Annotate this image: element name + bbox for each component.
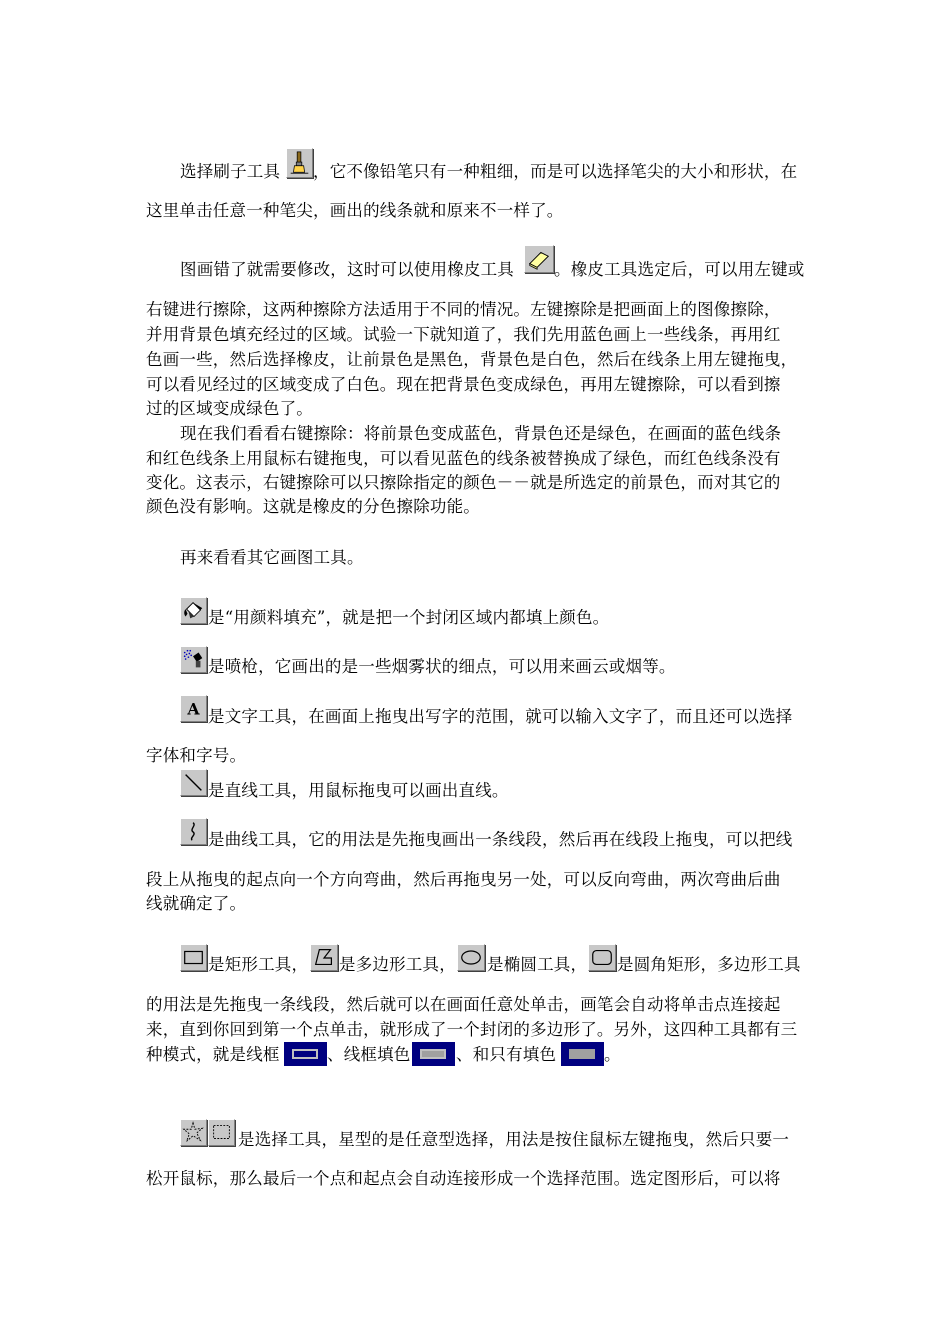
shapes-text-3: 来，直到你回到第一个点单击，就形成了一个封闭的多边形了。另外，这四种工具都有三 [146,1020,798,1039]
text-tool-icon [180,695,207,722]
fill-text: 是“用颜料填充”，就是把一个封闭区域内都填上颜色。 [208,608,610,627]
outline-mode-swatch [284,1042,327,1066]
text-tool-glyph: A [187,699,200,719]
eraser-text-4: 色画一些，然后选择橡皮，让前景色是黑色，背景色是白色，然后在线条上用左键拖曳， [146,350,798,369]
curve-tool-text-3: 线就确定了。 [146,894,247,913]
shapes-text-4d: 。 [604,1045,621,1064]
eraser-text-2: 右键进行擦除，这两种擦除方法适用于不同的情况。左键擦除是把画面上的图像擦除， [146,300,781,319]
fill-only-mode-swatch [561,1042,604,1066]
eraser-tool-icon [524,245,554,273]
text-tool-text-1: 是文字工具，在画面上拖曳出写字的范围，就可以输入文字了，而且还可以选择 [208,707,793,726]
right-erase-text-1: 现在我们看看右键擦除：将前景色变成蓝色，背景色还是绿色，在画面的蓝色线条 [180,424,782,443]
outline-fill-mode-swatch [412,1042,455,1066]
brush-text-1b: ，它不像铅笔只有一种粗细，而是可以选择笔尖的大小和形状，在 [313,162,798,181]
text-tool-text-2: 字体和字号。 [146,746,247,765]
ellipse-tool-icon [457,944,485,971]
eraser-text-5: 可以看见经过的区域变成了白色。现在把背景色变成绿色，再用左键擦除，可以看到擦 [146,375,781,394]
brush-tool-icon [286,148,313,178]
brush-text-1a: 选择刷子工具 [180,162,281,181]
rect-select-icon [208,1119,235,1146]
eraser-text-1a: 图画错了就需要修改，这时可以使用橡皮工具 [180,260,514,279]
curve-tool-text-1: 是曲线工具，它的用法是先拖曳画出一条线段，然后再在线段上拖曳，可以把线 [208,830,793,849]
rounded-text: 是圆角矩形，多边形工具 [617,955,801,974]
shapes-text-2: 的用法是先拖曳一条线段，然后就可以在画面任意处单击，画笔会自动将单击点连接起 [146,995,781,1014]
brush-text-2: 这里单击任意一种笔尖，画出的线条就和原来不一样了。 [146,201,564,220]
shapes-text-4c: 、和只有填色 [456,1045,557,1064]
line-tool-icon [180,769,207,796]
curve-tool-icon [180,818,207,845]
ellipse-text: 是椭圆工具， [487,955,588,974]
right-erase-text-2: 和红色线条上用鼠标右键拖曳，可以看见蓝色的线条被替换成了绿色，而红色线条没有 [146,449,781,468]
fill-bucket-icon [180,597,207,624]
curve-tool-text-2: 段上从拖曳的起点向一个方向弯曲，然后再拖曳另一处，可以反向弯曲，两次弯曲后曲 [146,870,781,889]
shapes-text-4a: 种模式，就是线框 [146,1045,280,1064]
eraser-text-1b: 。橡皮工具选定后，可以用左键或 [554,260,805,279]
other-tools-text: 再来看看其它画图工具。 [180,548,364,567]
polygon-tool-icon [310,944,338,971]
eraser-text-3: 并用背景色填充经过的区域。试验一下就知道了，我们先用蓝色画上一些线条，再用红 [146,325,781,344]
right-erase-text-3: 变化。这表示，右键擦除可以只擦除指定的颜色－－就是所选定的前景色，而对其它的 [146,473,781,492]
polygon-text: 是多边形工具， [339,955,456,974]
select-text-1: 是选择工具，星型的是任意型选择，用法是按住鼠标左键拖曳，然后只要一 [238,1130,790,1149]
rectangle-tool-icon [180,944,207,971]
rect-text: 是矩形工具， [208,955,309,974]
free-select-icon [180,1119,207,1146]
shapes-text-4b: 、线框填色 [327,1045,411,1064]
airbrush-text: 是喷枪，它画出的是一些烟雾状的细点，可以用来画云或烟等。 [208,657,676,676]
eraser-text-6: 过的区域变成绿色了。 [146,399,313,418]
right-erase-text-4: 颜色没有影响。这就是橡皮的分色擦除功能。 [146,497,480,516]
rounded-rect-tool-icon [588,944,616,971]
line-tool-text: 是直线工具，用鼠标拖曳可以画出直线。 [208,781,509,800]
select-text-2: 松开鼠标，那么最后一个点和起点会自动连接形成一个选择范围。选定图形后，可以将 [146,1169,781,1188]
airbrush-icon [180,646,207,673]
